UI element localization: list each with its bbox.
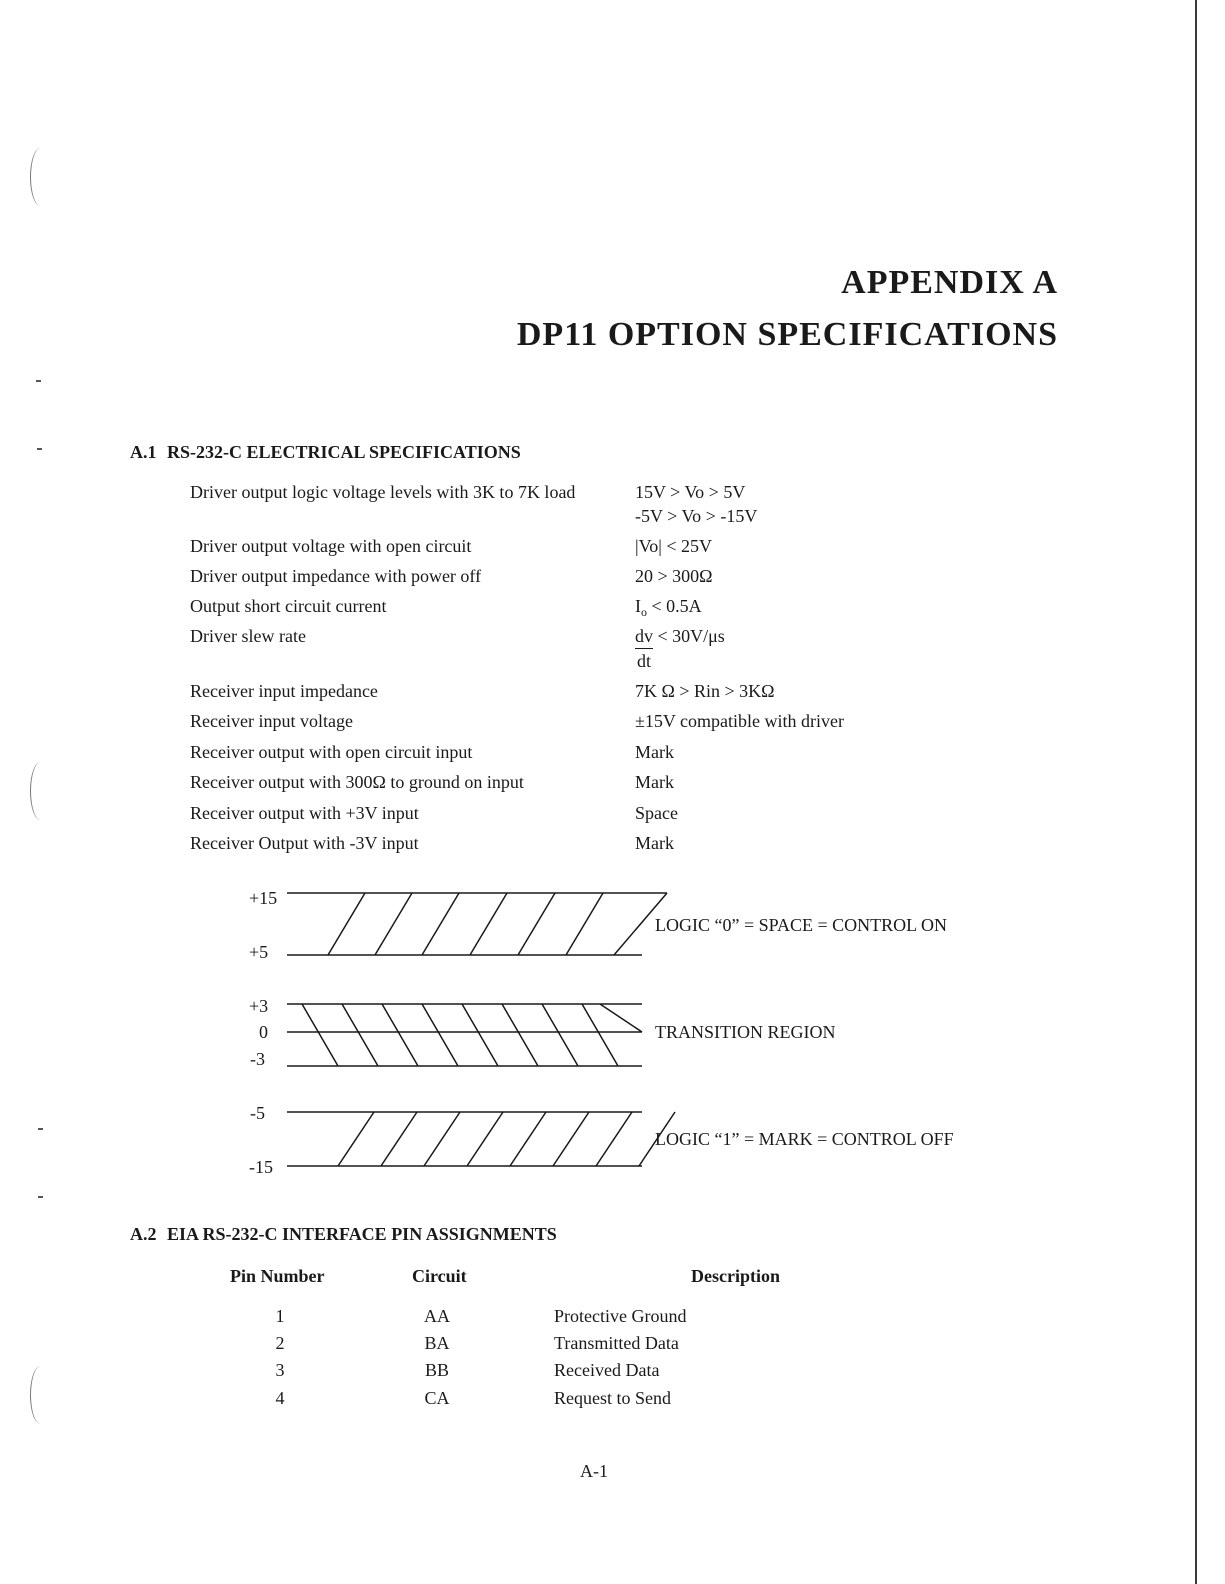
pin-number-cell: 2	[275, 1333, 285, 1353]
binder-hole-mark	[30, 762, 51, 820]
page-edge	[1195, 0, 1197, 1584]
slew-rate-limit: < 30V/μs	[653, 626, 725, 646]
spec-value: Space	[635, 803, 678, 823]
appendix-title: APPENDIX A	[841, 264, 1058, 301]
level-label: -3	[250, 1049, 265, 1069]
hatch-stroke	[381, 1112, 417, 1166]
hatch-stroke	[470, 893, 507, 955]
appendix-subtitle: DP11 OPTION SPECIFICATIONS	[516, 316, 1058, 353]
description-cell: Request to Send	[554, 1388, 671, 1408]
description-header: Description	[691, 1266, 780, 1286]
spec-value: |Vo| < 25V	[635, 536, 713, 556]
scan-speck	[38, 1196, 43, 1198]
spec-value: 7K Ω > Rin > 3KΩ	[635, 681, 775, 701]
binder-hole-mark	[30, 148, 51, 206]
hatch-stroke	[553, 1112, 589, 1166]
spec-value	[635, 480, 757, 528]
hatch-stroke	[302, 1004, 338, 1066]
current-limit: < 0.5A	[647, 596, 702, 616]
hatch-stroke	[510, 1112, 546, 1166]
spec-label: Receiver input impedance	[190, 681, 378, 701]
spec-value: 20 > 300Ω	[635, 566, 713, 586]
logic-0-hatching	[328, 893, 365, 955]
region-label: LOGIC “0” = SPACE = CONTROL ON	[655, 915, 947, 935]
hatch-stroke	[422, 1004, 458, 1066]
spec-value: Mark	[635, 833, 674, 853]
spec-label: Receiver output with 300Ω to ground on input	[190, 772, 524, 792]
spec-value	[635, 624, 725, 673]
spec-value: Mark	[635, 772, 674, 792]
voltage-level-diagram	[230, 880, 990, 1180]
slew-rate-fraction	[635, 624, 653, 673]
spec-label: Receiver input voltage	[190, 711, 353, 731]
circuit-cell: AA	[424, 1306, 450, 1326]
scan-speck	[38, 1128, 43, 1130]
pin-number-cell: 3	[275, 1360, 285, 1380]
spec-value: Mark	[635, 742, 674, 762]
level-label: +15	[249, 888, 278, 908]
region-label: TRANSITION REGION	[655, 1022, 836, 1042]
transition-region-hatching	[302, 1004, 642, 1066]
circuit-cell: CA	[424, 1388, 450, 1408]
scan-speck	[37, 448, 42, 450]
level-label: +5	[249, 942, 269, 962]
fraction-denominator: dt	[636, 651, 651, 671]
spec-label: Receiver Output with -3V input	[190, 833, 419, 853]
section-number: A.2	[130, 1224, 157, 1244]
pin-number-header: Pin Number	[230, 1266, 325, 1286]
hatch-stroke	[462, 1004, 498, 1066]
description-cell: Received Data	[554, 1360, 660, 1380]
spec-value-line: -5V > Vo > -15V	[635, 506, 758, 526]
hatch-stroke	[424, 1112, 460, 1166]
section-number: A.1	[130, 442, 157, 462]
spec-value-line: 15V > Vo > 5V	[635, 482, 746, 502]
hatch-stroke	[600, 1004, 642, 1032]
hatch-stroke	[502, 1004, 538, 1066]
spec-label: Output short circuit current	[190, 596, 387, 616]
spec-label: Driver output impedance with power off	[190, 566, 482, 586]
level-label: 0	[259, 1022, 268, 1042]
spec-value	[635, 594, 702, 624]
scan-speck	[36, 380, 41, 382]
hatch-stroke	[375, 893, 412, 955]
level-label: -15	[249, 1157, 273, 1177]
hatch-stroke	[596, 1112, 632, 1166]
circuit-cell: BB	[424, 1360, 449, 1380]
spec-label: Driver output logic voltage levels with 3K to 7K load	[190, 482, 576, 502]
section-title: RS-232-C ELECTRICAL SPECIFICATIONS	[167, 442, 521, 462]
space-region-hatching	[375, 893, 667, 955]
binder-hole-mark	[30, 1366, 51, 1424]
region-label: LOGIC “1” = MARK = CONTROL OFF	[655, 1129, 954, 1149]
spec-label: Driver slew rate	[190, 626, 306, 646]
pin-number-cell: 1	[275, 1306, 285, 1326]
spec-label: Driver output voltage with open circuit	[190, 536, 472, 556]
hatch-stroke	[518, 893, 555, 955]
hatch-stroke	[338, 1112, 374, 1166]
circuit-cell: BA	[424, 1333, 450, 1353]
spec-label: Receiver output with open circuit input	[190, 742, 473, 762]
hatch-stroke	[342, 1004, 378, 1066]
section-heading-a2	[130, 1224, 557, 1245]
hatch-stroke	[566, 893, 603, 955]
circuit-header: Circuit	[412, 1266, 467, 1286]
section-title: EIA RS-232-C INTERFACE PIN ASSIGNMENTS	[167, 1224, 557, 1244]
description-cell: Transmitted Data	[554, 1333, 679, 1353]
hatch-stroke	[382, 1004, 418, 1066]
pin-number-cell: 4	[275, 1388, 285, 1408]
section-heading-a1	[130, 442, 521, 463]
hatch-stroke	[467, 1112, 503, 1166]
hatch-stroke	[422, 893, 459, 955]
spec-label: Receiver output with +3V input	[190, 803, 419, 823]
description-cell: Protective Ground	[554, 1306, 687, 1326]
page-number: A-1	[580, 1461, 608, 1481]
current-symbol: I	[635, 596, 641, 616]
level-label: +3	[249, 996, 269, 1016]
current-subscript: o	[641, 605, 647, 619]
fraction-numerator: dv	[635, 624, 653, 649]
mark-region-hatching	[338, 1112, 675, 1166]
spec-value: ±15V compatible with driver	[635, 711, 845, 731]
hatch-stroke	[542, 1004, 578, 1066]
level-label: -5	[250, 1103, 265, 1123]
